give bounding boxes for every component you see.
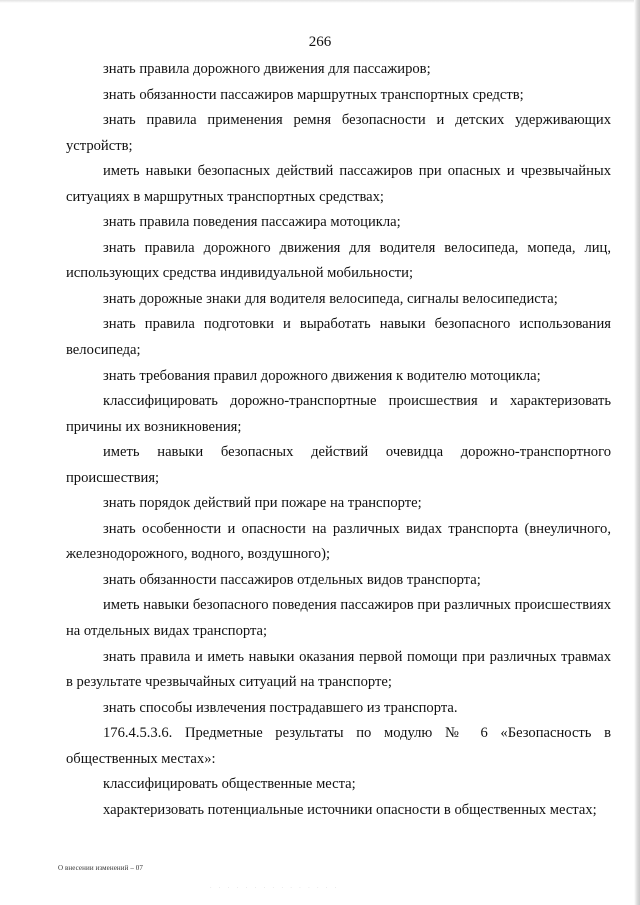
paragraph: знать правила и иметь навыки оказания первой помощи при различных травмах в результате чрезвычайных ситуаций на транспорте;	[66, 648, 611, 691]
paragraph: иметь навыки безопасных действий пассажиров при опасных и чрезвычайных ситуациях в маршрутных транспортных средствах;	[66, 163, 611, 205]
scan-artifact: · · · · · · · · · · · · · · ·	[210, 886, 340, 891]
paragraph: знать правила поведения пассажира мотоцикла;	[103, 214, 401, 231]
scan-top-edge	[0, 0, 640, 3]
paragraph: знать правила подготовки и выработать навыки безопасного использования велосипеда;	[66, 316, 611, 359]
page-number: 266	[308, 34, 332, 50]
paragraph: иметь навыки безопасного поведения пассажиров при различных происшествиях на отдельных видах транспорта;	[66, 597, 611, 640]
paragraph: знать правила дорожного движения для водителя велосипеда, мопеда, лиц, использующих средства индивидуальной мобильности;	[66, 239, 611, 282]
paragraph: знать требования правил дорожного движения к водителю мотоцикла;	[103, 367, 541, 384]
paragraph: иметь навыки безопасных действий очевидца дорожно-транспортного происшествия;	[66, 444, 611, 486]
paragraph: знать правила дорожного движения для пассажиров;	[103, 61, 431, 77]
paragraph: знать особенности и опасности на различных видах транспорта (внеуличного, железнодорожного, водного, воздушного);	[66, 520, 611, 563]
paragraph: знать правила применения ремня безопасности и детских удерживающих устройств;	[66, 112, 611, 154]
paragraph: классифицировать общественные места;	[103, 776, 356, 793]
paragraph: знать дорожные знаки для водителя велосипеда, сигналы велосипедиста;	[103, 290, 558, 307]
paragraph: знать способы извлечения пострадавшего из транспорта.	[103, 699, 458, 716]
scan-right-edge	[634, 0, 640, 905]
paragraph: знать обязанности пассажиров маршрутных транспортных средств;	[103, 86, 524, 103]
section-heading: 176.4.5.3.6. Предметные результаты по модулю № 6 «Безопасность в общественных местах»:	[66, 725, 611, 767]
paragraph: знать порядок действий при пожаре на транспорте;	[103, 495, 422, 512]
paragraph: классифицировать дорожно-транспортные происшествия и характеризовать причины их возникновения;	[66, 393, 611, 435]
paragraph: характеризовать потенциальные источники опасности в общественных местах;	[103, 801, 597, 818]
paragraph: знать обязанности пассажиров отдельных видов транспорта;	[103, 571, 481, 588]
document-body	[66, 57, 611, 823]
footer-note: О внесении изменений – 07	[58, 864, 143, 872]
